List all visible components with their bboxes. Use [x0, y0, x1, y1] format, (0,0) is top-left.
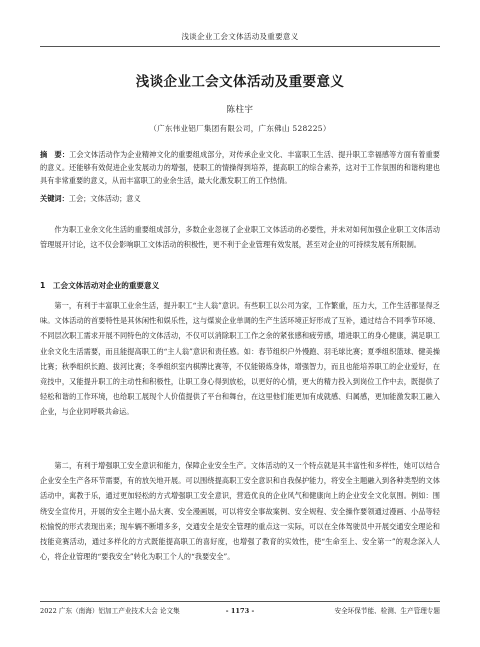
abstract: [40, 148, 440, 188]
page-number: - 1173 -: [225, 607, 255, 615]
abstract-label: 摘 要：: [40, 150, 70, 159]
article-affiliation: （广东伟业铝厂集团有限公司，广东佛山 528225）: [149, 124, 331, 133]
keywords: [40, 192, 440, 205]
article-title: 浅谈企业工会文体活动及重要意义: [135, 74, 345, 90]
article-author: 陈柱宇: [226, 105, 254, 115]
abstract-text: 工会文体活动作为企业精神文化的重要组成部分，对传承企业文化、丰富职工生活、提升职工幸福感等方面有着重要的意义。还能够有效促进企业发展动力的增强，使职工的情操得到培养，提高职工的综合素养，这对于工作氛围的和谐构建也具有非常重要的意义，从而丰富职工的业余生活，最大化激发职工的工作热情。: [40, 150, 440, 186]
footer-proceedings: 2022 广东（南海）铝加工产业技术大会 论文集: [40, 607, 180, 615]
body-paragraph-2: 第二，有利于增强职工安全意识和能力，保障企业安全生产。文体活动的又一个特点就是其丰富性和多样性，她可以结合企业安全生产各环节需要，有的放矢地开展。可以围绕提高职工安全意识和自我保护能力，将安全主题融入到各种类型的文体活动中，寓教于乐，通过更加轻松的方式增强职工安全意识，营造优良的企业风气和健康向上的企业安全文化氛围。例如：围绕安全宣传月，开展的安全主题小品大赛、安全漫画展，可以将安全事故案例、安全规程、安全操作要领通过漫画、小品等轻松愉悦的形式表现出来；现车辆不断增多多，交通安全是安全管理的重点这一实际，可以在全体驾驶员中开展交通安全理论和技能竞赛活动，通过多样化的方式既能提高职工的喜好度，也增强了教育的实效性，使“生命至上、安全第一”的观念深入人心，将企业管理的“要我安全”转化为职工个人的“我要安全”。: [40, 461, 440, 562]
page-footer: [40, 601, 440, 618]
running-header: 浅谈企业工会文体活动及重要意义: [40, 30, 440, 47]
body-paragraph-1: 第一，有利于丰富职工业余生活，提升职工“主人翁”意识。有些职工以公司为家，工作繁重，压力大，工作生活都显得乏味。文体活动的首要特性是其休闲性和娱乐性，这与煤炭企业单调的生产生活环境正好形成了互补，通过结合不同季节环境、不同层次职工需求开展不同特色的文体活动，不仅可以消除职工工作之余的紧张感和疲劳感，增进职工的身心健康，满足职工业余文化生活需要，而且能提高职工的“主人翁”意识和责任感。如：春节组织户外慢跑、羽毛球比赛；夏季组织篮球、健美操比赛；秋季组织长跑、拔河比赛；冬季组织室内棋牌比赛等，不仅能锻炼身体，增强智力，而且也能培养职工的企业爱好，在竞技中，又能提升职工的主动性和积极性，让职工身心得到放松，以更好的心情，更大的精力投入到岗位工作中去，既提供了轻松和谐的工作环境，也给职工展现个人价值提供了平台和舞台，在这里他们能更加有成就感、归属感，更加能激发职工融入企业，与企业同呼吸共命运。: [40, 301, 440, 417]
footer-topic: 安全环保节能、检测、生产管理专题: [334, 607, 440, 615]
keywords-text: 工会；文体活动；意义: [68, 194, 141, 203]
section-heading: 1 工会文体活动对企业的重要意义: [40, 281, 160, 290]
keywords-label: 关键词：: [40, 194, 69, 203]
intro-paragraph: 作为职工业余文化生活的重要组成部分，多数企业忽视了企业职工文体活动的必要性，并未对如何加强企业职工文体活动管理展开讨论，这不仅会影响职工文体活动的积极性，更不利于企业管理有效发展，甚至对企业的可持续发展有所限制。: [40, 225, 440, 250]
